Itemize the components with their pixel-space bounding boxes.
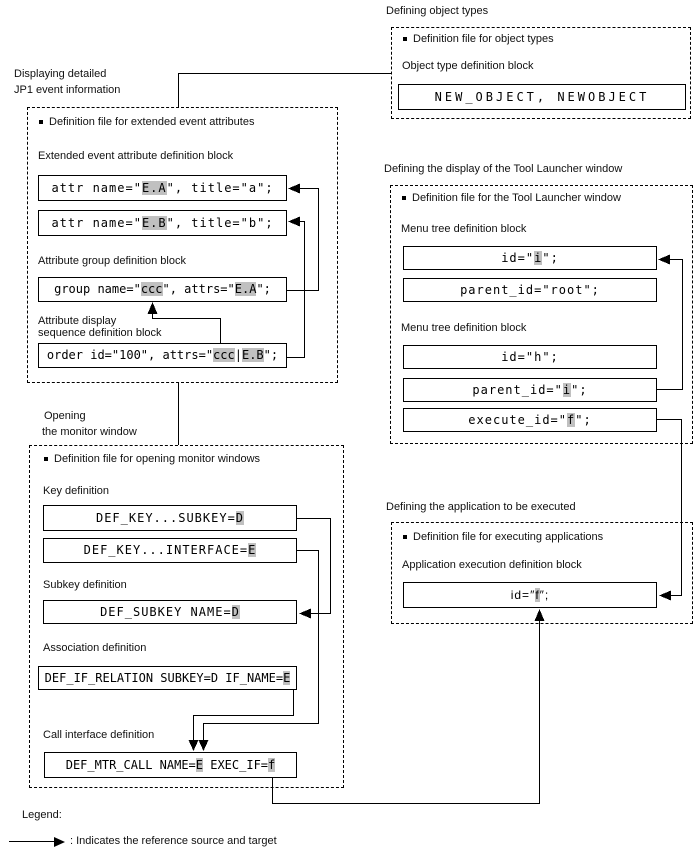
monitor-file-label: Definition file for opening monitor windows [54, 453, 261, 465]
bullet-icon [39, 120, 43, 124]
event-info-file-label: Definition file for extended event attributes [49, 116, 255, 128]
bullet-icon [402, 196, 406, 200]
group-title-event-info-line2: JP1 event information [14, 84, 121, 96]
association-definition-label: Association definition [43, 642, 147, 654]
app-block-label: Application execution definition block [402, 559, 582, 571]
code-def-key-subkey: DEF_KEY...SUBKEY=D [43, 505, 297, 531]
subkey-definition-label: Subkey definition [43, 579, 127, 591]
code-attr-ea: attr name="E.A", title="a"; [38, 175, 287, 201]
code-new-object: NEW_OBJECT, NEWOBJECT [398, 84, 686, 110]
menu-tree-block-label-1: Menu tree definition block [401, 223, 527, 235]
order-block-label-line2: sequence definition block [38, 327, 162, 339]
code-menu-id-h: id="h"; [403, 345, 657, 369]
code-def-key-interface: DEF_KEY...INTERFACE=E [43, 538, 297, 563]
group-title-monitor-line1: Opening [44, 410, 86, 422]
attr-block-label: Extended event attribute definition block [38, 150, 234, 162]
group-block-label: Attribute group definition block [38, 255, 186, 267]
group-title-object-types: Defining object types [386, 5, 489, 17]
legend-arrowhead-icon [54, 837, 65, 847]
object-types-file-label: Definition file for object types [413, 33, 554, 45]
launcher-file-label: Definition file for the Tool Launcher window [412, 192, 621, 204]
group-title-event-info-line1: Displaying detailed [14, 68, 107, 80]
order-block-label-line1: Attribute display [38, 315, 117, 327]
code-def-if-relation: DEF_IF_RELATION SUBKEY=D IF_NAME=E [38, 666, 297, 690]
group-title-monitor-line2: the monitor window [42, 426, 137, 438]
code-menu-id-i: id="i"; [403, 246, 657, 270]
code-order-100: order id="100", attrs="ccc|E.B"; [38, 343, 287, 368]
key-definition-label: Key definition [43, 485, 110, 497]
legend-label: Legend: [22, 809, 62, 821]
app-file-row [403, 531, 603, 544]
bullet-icon [403, 535, 407, 539]
bullet-icon [44, 457, 48, 461]
code-menu-parent-i: parent_id="i"; [403, 378, 657, 402]
connector-eventinfo-to-objecttypes [179, 74, 392, 108]
app-file-label: Definition file for executing applications [413, 531, 604, 543]
object-types-file-row [403, 33, 554, 46]
event-info-dashed-box [27, 107, 338, 383]
code-def-subkey: DEF_SUBKEY NAME=D [43, 600, 297, 624]
bullet-icon [403, 37, 407, 41]
monitor-file-row [44, 453, 260, 466]
code-menu-parent-root: parent_id="root"; [403, 278, 657, 302]
code-attr-eb: attr name="E.B", title="b"; [38, 210, 287, 236]
legend-arrow-line [9, 841, 54, 842]
code-def-mtr-call: DEF_MTR_CALL NAME=E EXEC_IF=f [44, 752, 297, 778]
event-info-file-row [39, 116, 254, 129]
menu-tree-block-label-2: Menu tree definition block [401, 322, 527, 334]
group-title-app: Defining the application to be executed [386, 501, 576, 513]
object-type-block-label: Object type definition block [402, 60, 534, 72]
code-menu-execute-id: execute_id="f"; [403, 408, 657, 432]
code-group-ccc: group name="ccc", attrs="E.A"; [38, 277, 287, 302]
group-title-launcher: Defining the display of the Tool Launcher window [384, 163, 623, 175]
legend-arrow-text: : Indicates the reference source and target [70, 835, 277, 847]
call-interface-definition-label: Call interface definition [43, 729, 155, 741]
code-app-id-f: id=″f″; [403, 582, 657, 608]
launcher-file-row [402, 192, 621, 205]
